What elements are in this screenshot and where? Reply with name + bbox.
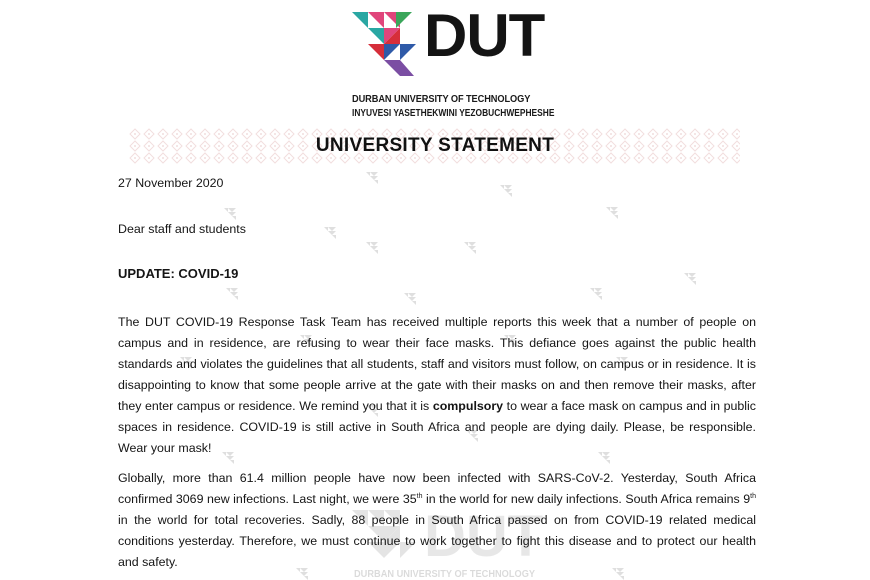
section-heading: UPDATE: COVID-19 (118, 266, 239, 281)
institution-name: DURBAN UNIVERSITY OF TECHNOLOGY (352, 93, 531, 105)
paragraph-infection-statistics: Globally, more than 61.4 million people have now been infected with SARS-CoV-2. Yesterday, South Africa confirmed 3069 new infections. Last night, we were 35th in the world for new daily infections. South Africa remains 9th in the world for total recoveries. Sadly, 88 people in South Africa passed on from COVID-19 related medical conditions yesterday. Therefore, we must continue to work together to fight this disease and to protect our health and safety. (118, 471, 756, 569)
watermark-institution-name: DURBAN UNIVERSITY OF TECHNOLOGY (354, 568, 536, 580)
paragraph-mask-compliance: The DUT COVID-19 Response Task Team has received multiple reports this week that a number of people on campus and in residence, are refusing to wear their face masks. This defiance goes against the public health standards and violates the guidelines that all students, staff and visitors must follow, on campus or in residence. It is disappointing to know that some people arrive at the gate with their masks on and then remove their masks, after they enter campus or residence. We remind you that it is compulsory to wear a face mask on campus and in public spaces in residence. COVID-19 is still active in South Africa and people are dying daily. Please, be responsible. Wear your mask! (118, 315, 756, 455)
watermark-wordmark: DUT (424, 504, 544, 569)
institution-name-zulu: INYUVESI YASETHEKWINI YEZOBUCHWEPHESHE (352, 107, 555, 119)
statement-title: UNIVERSITY STATEMENT (315, 135, 555, 156)
emphasis-compulsory: compulsory (432, 399, 504, 413)
salutation: Dear staff and students (118, 222, 246, 236)
logo-wordmark: DUT (424, 2, 545, 69)
statement-date: 27 November 2020 (118, 176, 224, 190)
